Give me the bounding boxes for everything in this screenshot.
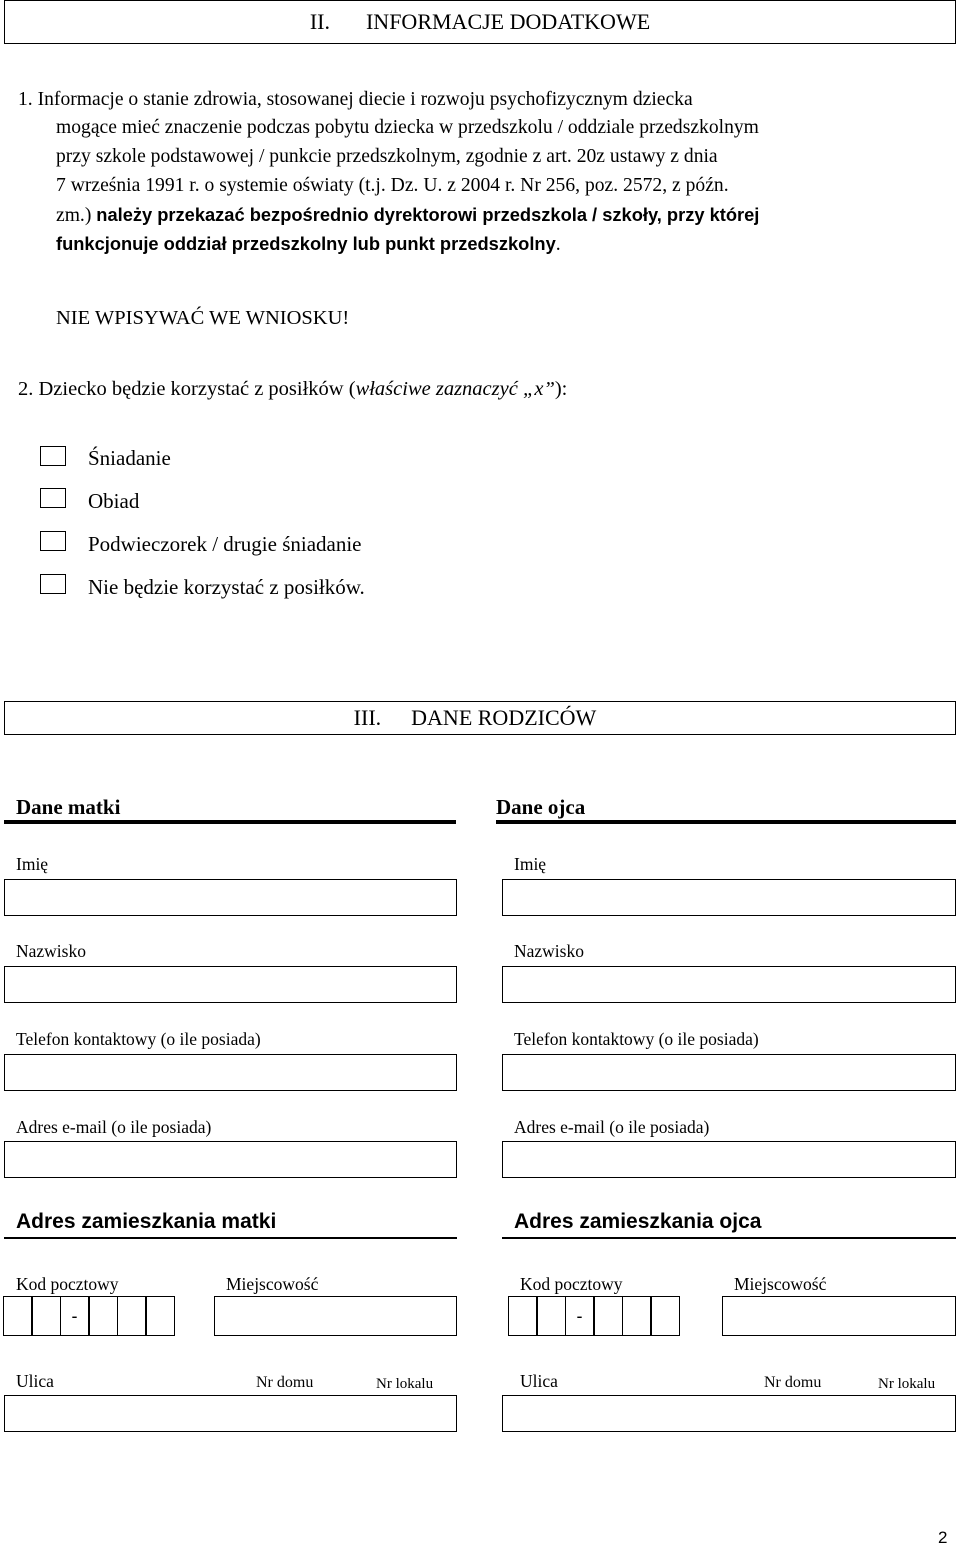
father-postal-label: Kod pocztowy <box>520 1274 623 1294</box>
mother-email-field[interactable] <box>4 1141 457 1178</box>
mother-heading-rule <box>4 820 456 824</box>
mother-last-name-field[interactable] <box>4 966 457 1003</box>
mother-address-rule <box>4 1237 457 1239</box>
postal-digit-cell[interactable] <box>145 1296 175 1336</box>
mother-address-heading: Adres zamieszkania matki <box>16 1210 277 1233</box>
no-meals-label: Nie będzie korzystać z posiłków. <box>88 575 365 599</box>
mother-street-field[interactable] <box>4 1395 457 1432</box>
mother-first-name-label: Imię <box>16 854 49 874</box>
item-1-line: 1. Informacje o stanie zdrowia, stosowanej diecie i rozwoju psychofizycznym dziecka <box>18 89 693 110</box>
father-last-name-field[interactable] <box>502 966 956 1003</box>
item-1-period: . <box>555 234 561 255</box>
item-1-line-5-start: zm.) <box>56 205 92 226</box>
father-house-label: Nr domu <box>764 1374 822 1391</box>
postal-dash-cell <box>565 1296 595 1336</box>
no-meals-checkbox[interactable] <box>40 574 66 594</box>
item-1-line: 7 września 1991 r. o systemie oświaty (t.j. Dz. U. z 2004 r. Nr 256, poz. 2572, z późn. <box>56 175 729 196</box>
postal-digit-cell[interactable] <box>3 1296 33 1336</box>
item-1-line: przy szkole podstawowej / punkcie przedszkolnym, zgodnie z art. 20z ustawy z dnia <box>56 146 718 167</box>
section-3-title: DANE RODZICÓW <box>411 705 597 730</box>
postal-dash-cell <box>60 1296 90 1336</box>
father-first-name-field[interactable] <box>502 879 956 916</box>
mother-email-label: Adres e-mail (o ile posiada) <box>16 1117 212 1137</box>
item-1-warning: NIE WPISYWAĆ WE WNIOSKU! <box>56 307 350 329</box>
item-1-instruction: należy przekazać bezpośrednio dyrektorowi przedszkola / szkoły, przy której <box>96 204 760 225</box>
mother-street-label: Ulica <box>16 1371 54 1391</box>
father-city-label: Miejscowość <box>734 1274 827 1294</box>
item-2-question <box>18 375 567 404</box>
snack-label: Podwieczorek / drugie śniadanie <box>88 532 362 556</box>
father-address-rule <box>502 1237 956 1239</box>
mother-city-field[interactable] <box>214 1296 457 1336</box>
father-street-field[interactable] <box>502 1395 956 1432</box>
lunch-checkbox[interactable] <box>40 488 66 508</box>
item-1-instruction-end: funkcjonuje oddział przedszkolny lub punkt przedszkolny <box>56 233 556 254</box>
father-address-heading: Adres zamieszkania ojca <box>514 1210 762 1233</box>
mother-flat-label: Nr lokalu <box>376 1376 434 1392</box>
postal-digit-cell[interactable] <box>536 1296 566 1336</box>
father-first-name-label: Imię <box>514 854 547 874</box>
father-email-field[interactable] <box>502 1141 956 1178</box>
father-phone-label: Telefon kontaktowy (o ile posiada) <box>514 1029 759 1049</box>
postal-dash: - <box>71 1305 78 1326</box>
section-2-title: INFORMACJE DODATKOWE <box>365 9 651 34</box>
breakfast-checkbox[interactable] <box>40 446 66 466</box>
mother-postal-code-cells <box>4 1296 175 1336</box>
item-2-suffix: ): <box>554 378 568 400</box>
mother-last-name-label: Nazwisko <box>16 941 86 961</box>
mother-postal-label: Kod pocztowy <box>16 1274 119 1294</box>
section-2-header <box>4 0 956 44</box>
snack-checkbox[interactable] <box>40 531 66 551</box>
postal-digit-cell[interactable] <box>508 1296 538 1336</box>
postal-digit-cell[interactable] <box>622 1296 652 1336</box>
postal-digit-cell[interactable] <box>31 1296 61 1336</box>
father-street-label: Ulica <box>520 1371 558 1391</box>
father-email-label: Adres e-mail (o ile posiada) <box>514 1117 710 1137</box>
father-city-field[interactable] <box>722 1296 956 1336</box>
mother-heading: Dane matki <box>16 795 121 819</box>
postal-digit-cell[interactable] <box>593 1296 623 1336</box>
section-2-number: II. <box>309 9 330 34</box>
item-2-instruction: właściwe zaznaczyć „x” <box>355 378 555 400</box>
mother-first-name-field[interactable] <box>4 879 457 916</box>
item-1-line: mogące mieć znaczenie podczas pobytu dziecka w przedszkolu / oddziale przedszkolnym <box>56 117 759 138</box>
item-1-line-5 <box>56 200 759 230</box>
page-number: 2 <box>938 1528 948 1547</box>
mother-phone-field[interactable] <box>4 1054 457 1091</box>
father-last-name-label: Nazwisko <box>514 941 584 961</box>
postal-digit-cell[interactable] <box>117 1296 147 1336</box>
section-3-header <box>4 701 956 735</box>
item-2-prefix: 2. Dziecko będzie korzystać z posiłków ( <box>18 378 356 400</box>
father-heading-rule <box>496 820 956 824</box>
item-1-line-6 <box>56 229 561 259</box>
breakfast-label: Śniadanie <box>88 446 171 470</box>
mother-house-label: Nr domu <box>256 1374 314 1391</box>
section-3-number: III. <box>353 705 382 730</box>
postal-digit-cell[interactable] <box>650 1296 680 1336</box>
mother-phone-label: Telefon kontaktowy (o ile posiada) <box>16 1029 261 1049</box>
father-phone-field[interactable] <box>502 1054 956 1091</box>
father-flat-label: Nr lokalu <box>878 1376 936 1392</box>
postal-dash: - <box>576 1305 583 1326</box>
mother-city-label: Miejscowość <box>226 1274 319 1294</box>
lunch-label: Obiad <box>88 489 140 513</box>
postal-digit-cell[interactable] <box>88 1296 118 1336</box>
father-postal-code-cells <box>509 1296 680 1336</box>
father-heading: Dane ojca <box>496 795 586 819</box>
